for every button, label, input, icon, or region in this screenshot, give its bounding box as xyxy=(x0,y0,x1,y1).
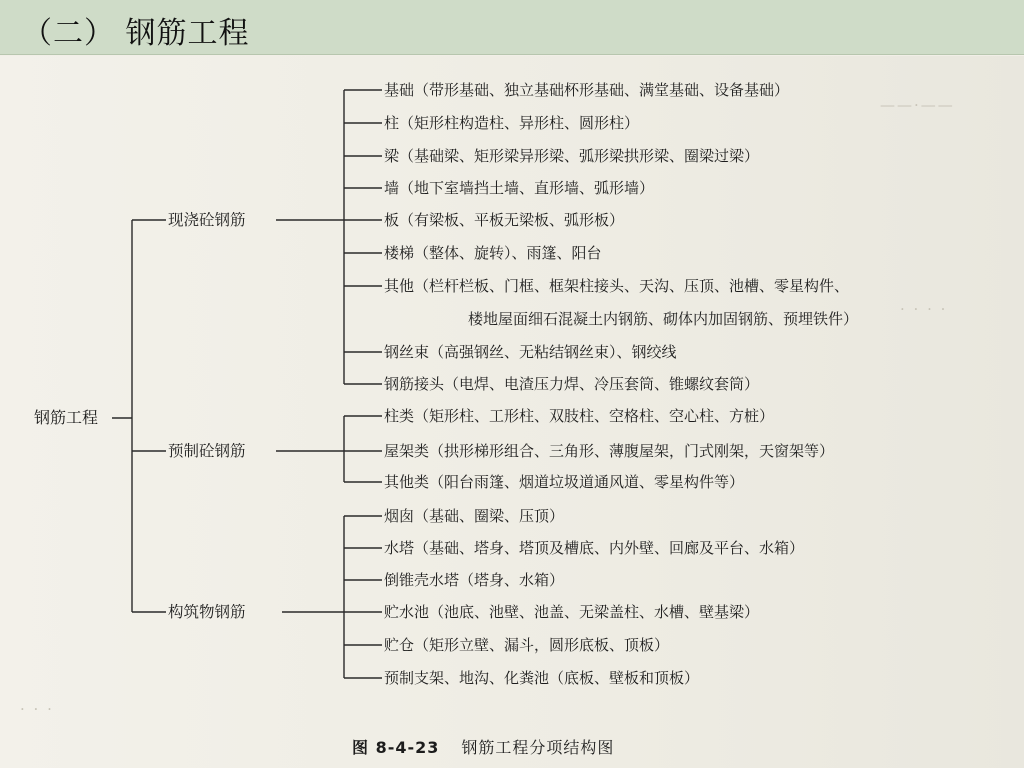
leaf-item: 柱（矩形柱构造柱、异形柱、圆形柱） xyxy=(384,114,640,132)
group-label-cast-in-place: 现浇砼钢筋 xyxy=(168,211,246,229)
group-label-structures: 构筑物钢筋 xyxy=(168,603,246,621)
leaf-item: 楼梯（整体、旋转）、雨篷、阳台 xyxy=(384,244,602,262)
leaf-item: 屋架类（拱形梯形组合、三角形、薄腹屋架，门式刚架，天窗架等） xyxy=(384,442,835,460)
leaf-item: 其他类（阳台雨篷、烟道垃圾道通风道、零星构件等） xyxy=(384,473,745,491)
slide-title: （二） 钢筋工程 xyxy=(22,16,250,51)
leaf-item-continuation: 楼地屋面细石混凝土内钢筋、砌体内加固钢筋、预埋铁件） xyxy=(468,310,859,328)
leaf-item: 贮水池（池底、池壁、池盖、无梁盖柱、水槽、壁基梁） xyxy=(384,603,760,621)
leaf-item: 墙（地下室墙挡土墙、直形墙、弧形墙） xyxy=(384,179,655,197)
leaf-item: 其他（栏杆栏板、门框、框架柱接头、天沟、压顶、池槽、零星构件、 xyxy=(384,277,850,295)
figure-number: 图 8-4-23 xyxy=(352,738,440,757)
figure-caption xyxy=(346,735,614,758)
leaf-item: 基础（带形基础、独立基础杯形基础、满堂基础、设备基础） xyxy=(384,81,790,99)
leaf-item: 钢筋接头（电焊、电渣压力焊、冷压套筒、锥螺纹套筒） xyxy=(384,375,760,393)
figure-caption-text: 钢筋工程分项结构图 xyxy=(461,738,615,757)
leaf-item: 水塔（基础、塔身、塔顶及槽底、内外壁、回廊及平台、水箱） xyxy=(384,539,805,557)
group-label-precast: 预制砼钢筋 xyxy=(168,442,246,460)
leaf-item: 板（有梁板、平板无梁板、弧形板） xyxy=(384,211,625,229)
leaf-item: 烟囱（基础、圈梁、压顶） xyxy=(384,507,565,525)
leaf-item: 预制支架、地沟、化粪池（底板、壁板和顶板） xyxy=(384,669,700,687)
leaf-item: 柱类（矩形柱、工形柱、双肢柱、空格柱、空心柱、方桩） xyxy=(384,407,775,425)
leaf-item: 钢丝束（高强钢丝、无粘结钢丝束）、钢绞线 xyxy=(384,343,677,361)
root-node-label: 钢筋工程 xyxy=(34,408,99,427)
bleed-through-text: · · · · xyxy=(900,300,948,318)
leaf-item: 倒锥壳水塔（塔身、水箱） xyxy=(384,571,565,589)
bleed-through-text: · · · xyxy=(20,700,54,718)
leaf-item: 贮仓（矩形立壁、漏斗，圆形底板、顶板） xyxy=(384,636,670,654)
bleed-through-text: ——·—— xyxy=(880,96,955,114)
leaf-item: 梁（基础梁、矩形梁异形梁、弧形梁拱形梁、圈梁过梁） xyxy=(384,147,760,165)
